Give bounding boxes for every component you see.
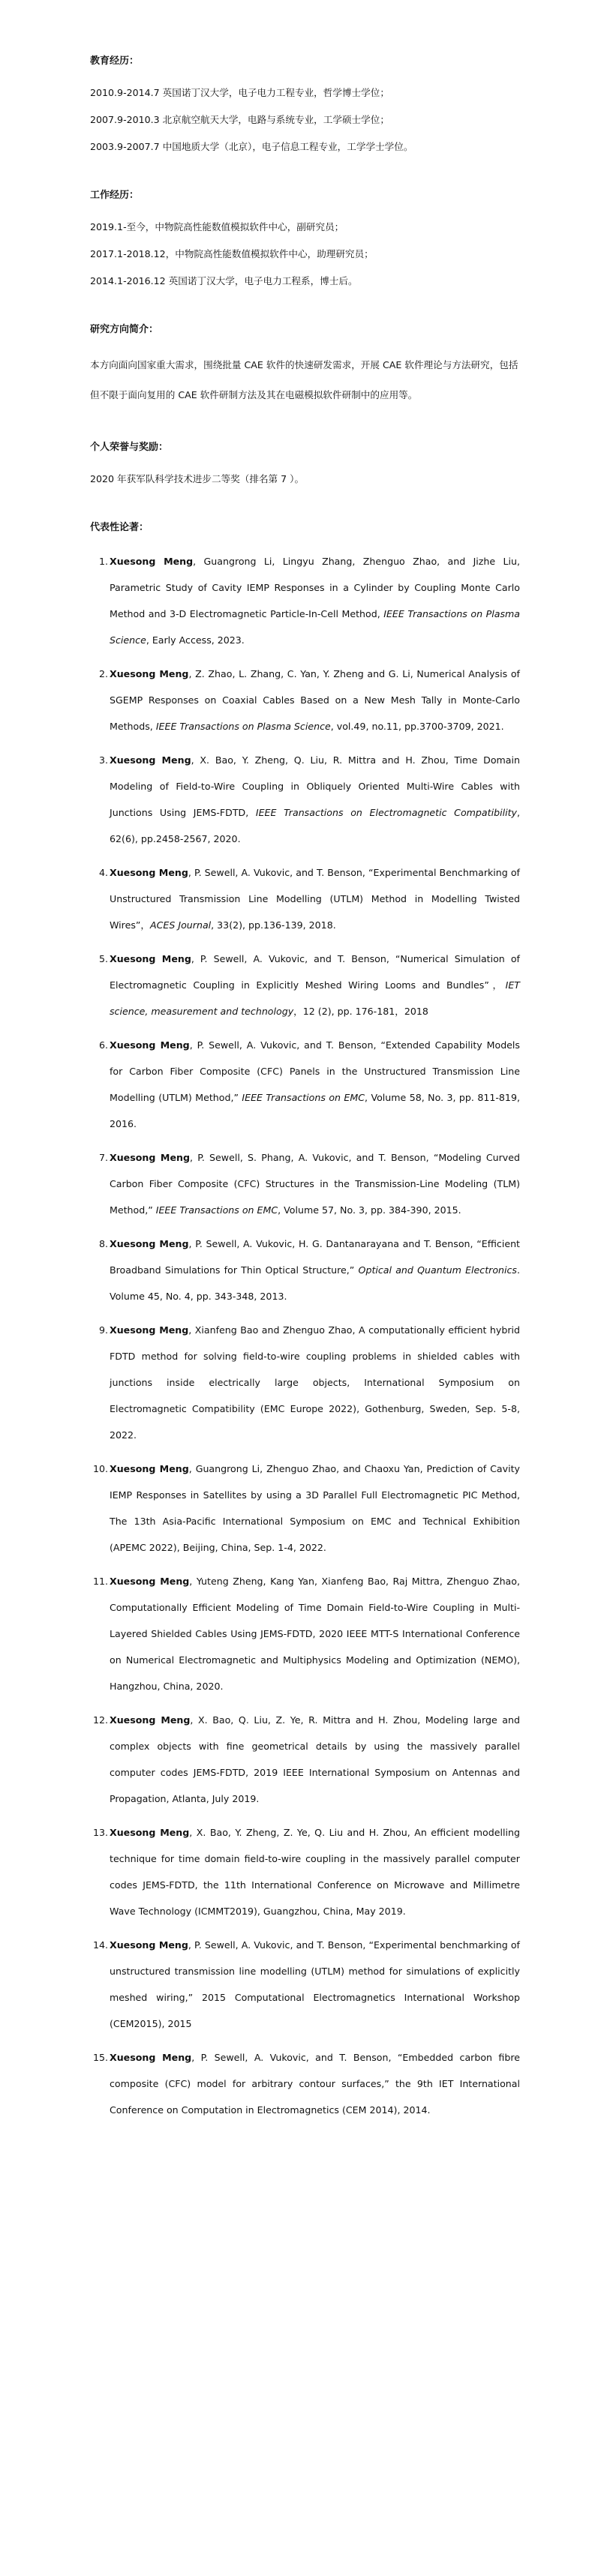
publication-author: Xuesong Meng [110,1152,190,1163]
education-item: 2010.9-2014.7 英国诺丁汉大学，电子电力工程专业，哲学博士学位； [90,87,389,98]
publication-item [92,1932,520,2037]
publication-venue: IEEE Transactions on EMC [155,1204,278,1216]
publication-number: 15. [92,2052,108,2063]
publication-details: , 33(2), pp.136-139, 2018. [211,919,336,931]
publication-text: , P. Sewell, A. Vukovic, and T. Benson, “Experimental Benchmarking of Unstructured Transmission Line Modelling (UTLM) Method in Modelling Twisted Wires”， [110,867,520,931]
education-heading: 教育经历： [90,55,140,67]
publications-section [90,519,520,2123]
publication-text: , X. Bao, Y. Zheng, Q. Liu, R. Mittra and H. Zhou, Time Domain Modeling of Field-to-Wire Coupling in Obliquely Oriented Multi-Wire Cables with Junctions Using JEMS-FDTD, [110,754,520,818]
publication-item [98,1317,521,1448]
publication-author: Xuesong Meng [110,867,188,878]
publication-item [98,859,520,938]
honors-heading: 个人荣誉与奖励： [90,442,169,453]
publication-details: ，12 (2), pp. 176-181，2018 [293,1006,428,1017]
publication-number: 7. [98,1152,108,1163]
publication-text: , Guangrong Li, Lingyu Zhang, Zhenguo Zhao, and Jizhe Liu, Parametric Study of Cavity IEMP Responses in a Cylinder by Coupling Monte Carlo Method and 3-D Electromagnetic Particle-In-Cell Method, [110,556,520,619]
publication-item [98,1032,520,1137]
research-text: 本方向面向国家重大需求，围绕批量 CAE 软件的快速研发需求，开展 CAE 软件理论与方法研究，包括但不限于面向复用的 CAE 软件研制方法及其在电磁模拟软件研制中的应用等。 [90,359,518,400]
publication-text: , Xianfeng Bao and Zhenguo Zhao, A computationally efficient hybrid FDTD method for solving field-to-wire coupling problems in shielded cables with junctions inside electrically large objects, International Symposium on Electromagnetic Compatibility (EMC Europe 2022), Gothenburg, Sweden, Sep. 5-8, 2022. [110,1324,521,1441]
research-section [90,321,520,410]
work-item: 2019.1-至今，中物院高性能数值模拟软件中心，副研究员； [90,221,344,232]
publication-item [98,747,520,852]
publication-text: , Z. Zhao, L. Zhang, C. Yan, Y. Zheng and G. Li, Numerical Analysis of SGEMP Responses on Coaxial Cables Based on a New Mesh Tally in Monte-Carlo Methods, [110,668,520,732]
publication-item [92,1819,520,1924]
publication-author: Xuesong Meng [110,1463,189,1474]
publication-author: Xuesong Meng [110,754,191,766]
publication-item [92,2044,520,2123]
publication-venue: IEEE Transactions on Electromagnetic Compatibility [255,807,517,818]
publication-author: Xuesong Meng [110,953,191,964]
publication-number: 5. [98,953,108,964]
publication-item [98,946,520,1024]
publication-item [98,1231,521,1309]
publication-details: . Volume 45, No. 4, pp. 343-348, 2013. [110,1264,521,1302]
publication-number: 1. [98,556,108,567]
publication-text: , P. Sewell, A. Vukovic, and T. Benson, “Embedded carbon fibre composite (CFC) model for arbitrary contour surfaces,” the 9th IET International Conference on Computation in Electromagnetics (CEM 2014), 2014. [110,2052,520,2116]
research-heading: 研究方向简介： [90,324,159,335]
publication-text: , X. Bao, Y. Zheng, Z. Ye, Q. Liu and H. Zhou, An efficient modelling technique for time domain field-to-wire coupling in the massively parallel computer codes JEMS-FDTD, the 11th International Conference on Microwave and Millimetre Wave Technology (ICMMT2019), Guangzhou, China, May 2019. [110,1827,520,1917]
publication-author: Xuesong Meng [110,1714,191,1726]
education-item: 2003.9-2007.7 中国地质大学（北京），电子信息工程专业，工学学士学位。 [90,141,413,152]
publication-list [90,548,520,2123]
publication-author: Xuesong Meng [110,1939,188,1951]
publication-details: , Early Access, 2023. [146,634,245,646]
publication-item [98,548,520,653]
publication-text: , P. Sewell, A. Vukovic, H. G. Dantanarayana and T. Benson, “Efficient Broadband Simulations for Thin Optical Structure,” [110,1238,520,1276]
publication-text: , P. Sewell, S. Phang, A. Vukovic, and T. Benson, “Modeling Curved Carbon Fiber Composite (CFC) Structures in the Transmission-Line Modeling (TLM) Method,” [110,1152,520,1216]
publication-number: 11. [92,1576,108,1587]
publication-venue: IEEE Transactions on EMC [242,1092,365,1103]
publication-number: 2. [98,668,108,679]
publication-venue: Optical and Quantum Electronics [358,1264,517,1276]
publication-author: Xuesong Meng [110,1039,190,1051]
publication-text: , X. Bao, Q. Liu, Z. Ye, R. Mittra and H. Zhou, Modeling large and complex objects with fine geometrical details by using the massively parallel computer codes JEMS-FDTD, 2019 IEEE International Symposium on Antennas and Propagation, Atlanta, July 2019. [110,1714,520,1804]
publication-number: 9. [98,1324,108,1336]
publication-venue: IET science, measurement and technology [110,979,520,1017]
work-item: 2017.1-2018.12，中物院高性能数值模拟软件中心，助理研究员； [90,248,374,259]
publication-venue: IEEE Transactions on Plasma Science [110,608,520,646]
publication-item [92,1707,520,1812]
publication-author: Xuesong Meng [110,1324,189,1336]
publication-details: , vol.49, no.11, pp.3700-3709, 2021. [330,721,504,732]
publication-text: , P. Sewell, A. Vukovic, and T. Benson, “Numerical Simulation of Electromagnetic Coupling in Explicitly Meshed Wiring Looms and Bundles”， [110,953,520,991]
publication-number: 12. [92,1714,108,1726]
honor-item: 2020 年获军队科学技术进步二等奖（排名第 7 ）。 [90,473,305,484]
work-item: 2014.1-2016.12 英国诺丁汉大学，电子电力工程系，博士后。 [90,275,358,286]
publication-author: Xuesong Meng [110,556,194,567]
publication-number: 8. [98,1238,108,1249]
education-section [90,52,520,158]
honors-section [90,439,520,490]
publication-item [92,1456,520,1561]
publication-text: , P. Sewell, A. Vukovic, and T. Benson, “Extended Capability Models for Carbon Fiber Composite (CFC) Panels in the Unstructured Transmission Line Modelling (UTLM) Method,” [110,1039,520,1103]
publication-author: Xuesong Meng [110,2052,192,2063]
publication-number: 14. [92,1939,108,1951]
publication-author: Xuesong Meng [110,1827,190,1838]
publication-number: 10. [92,1463,108,1474]
publication-number: 4. [98,867,108,878]
publication-details: , Volume 57, No. 3, pp. 384-390, 2015. [278,1204,461,1216]
publication-text: , P. Sewell, A. Vukovic, and T. Benson, “Experimental benchmarking of unstructured transmission line modelling (UTLM) method for simulations of explicitly meshed wiring,” 2015 Computational Electromagnetics International Workshop (CEM2015), 2015 [110,1939,520,2029]
publication-author: Xuesong Meng [110,668,189,679]
publication-author: Xuesong Meng [110,1238,189,1249]
publication-text: , Yuteng Zheng, Kang Yan, Xianfeng Bao, Raj Mittra, Zhenguo Zhao, Computationally Efficient Modeling of Time Domain Field-to-Wire Coupling in Multi-Layered Shielded Cables Using JEMS-FDTD, 2020 IEEE MTT-S International Conference on Numerical Electromagnetic and Multiphysics Modeling and Optimization (NEMO), Hangzhou, China, 2020. [110,1576,520,1692]
publication-item [92,1568,520,1699]
publication-details: , Volume 58, No. 3, pp. 811-819, 2016. [110,1092,520,1129]
publication-details: , 62(6), pp.2458-2567, 2020. [110,807,520,844]
publication-number: 13. [92,1827,108,1838]
publication-number: 6. [98,1039,108,1051]
publication-item [98,661,520,739]
work-heading: 工作经历： [90,190,140,201]
publications-heading: 代表性论著： [90,522,149,533]
publication-text: , Guangrong Li, Zhenguo Zhao, and Chaoxu Yan, Prediction of Cavity IEMP Responses in Satellites by using a 3D Parallel Full Electromagnetic PIC Method, The 13th Asia-Pacific International Symposium on EMC and Technical Exhibition (APEMC 2022), Beijing, China, Sep. 1-4, 2022. [110,1463,520,1553]
education-item: 2007.9-2010.3 北京航空航天大学，电路与系统专业，工学硕士学位； [90,114,389,125]
work-section [90,187,520,292]
publication-item [98,1144,520,1223]
publication-author: Xuesong Meng [110,1576,190,1587]
publication-venue: IEEE Transactions on Plasma Science [155,721,331,732]
publication-number: 3. [98,754,108,766]
publication-venue: ACES Journal [150,919,212,931]
